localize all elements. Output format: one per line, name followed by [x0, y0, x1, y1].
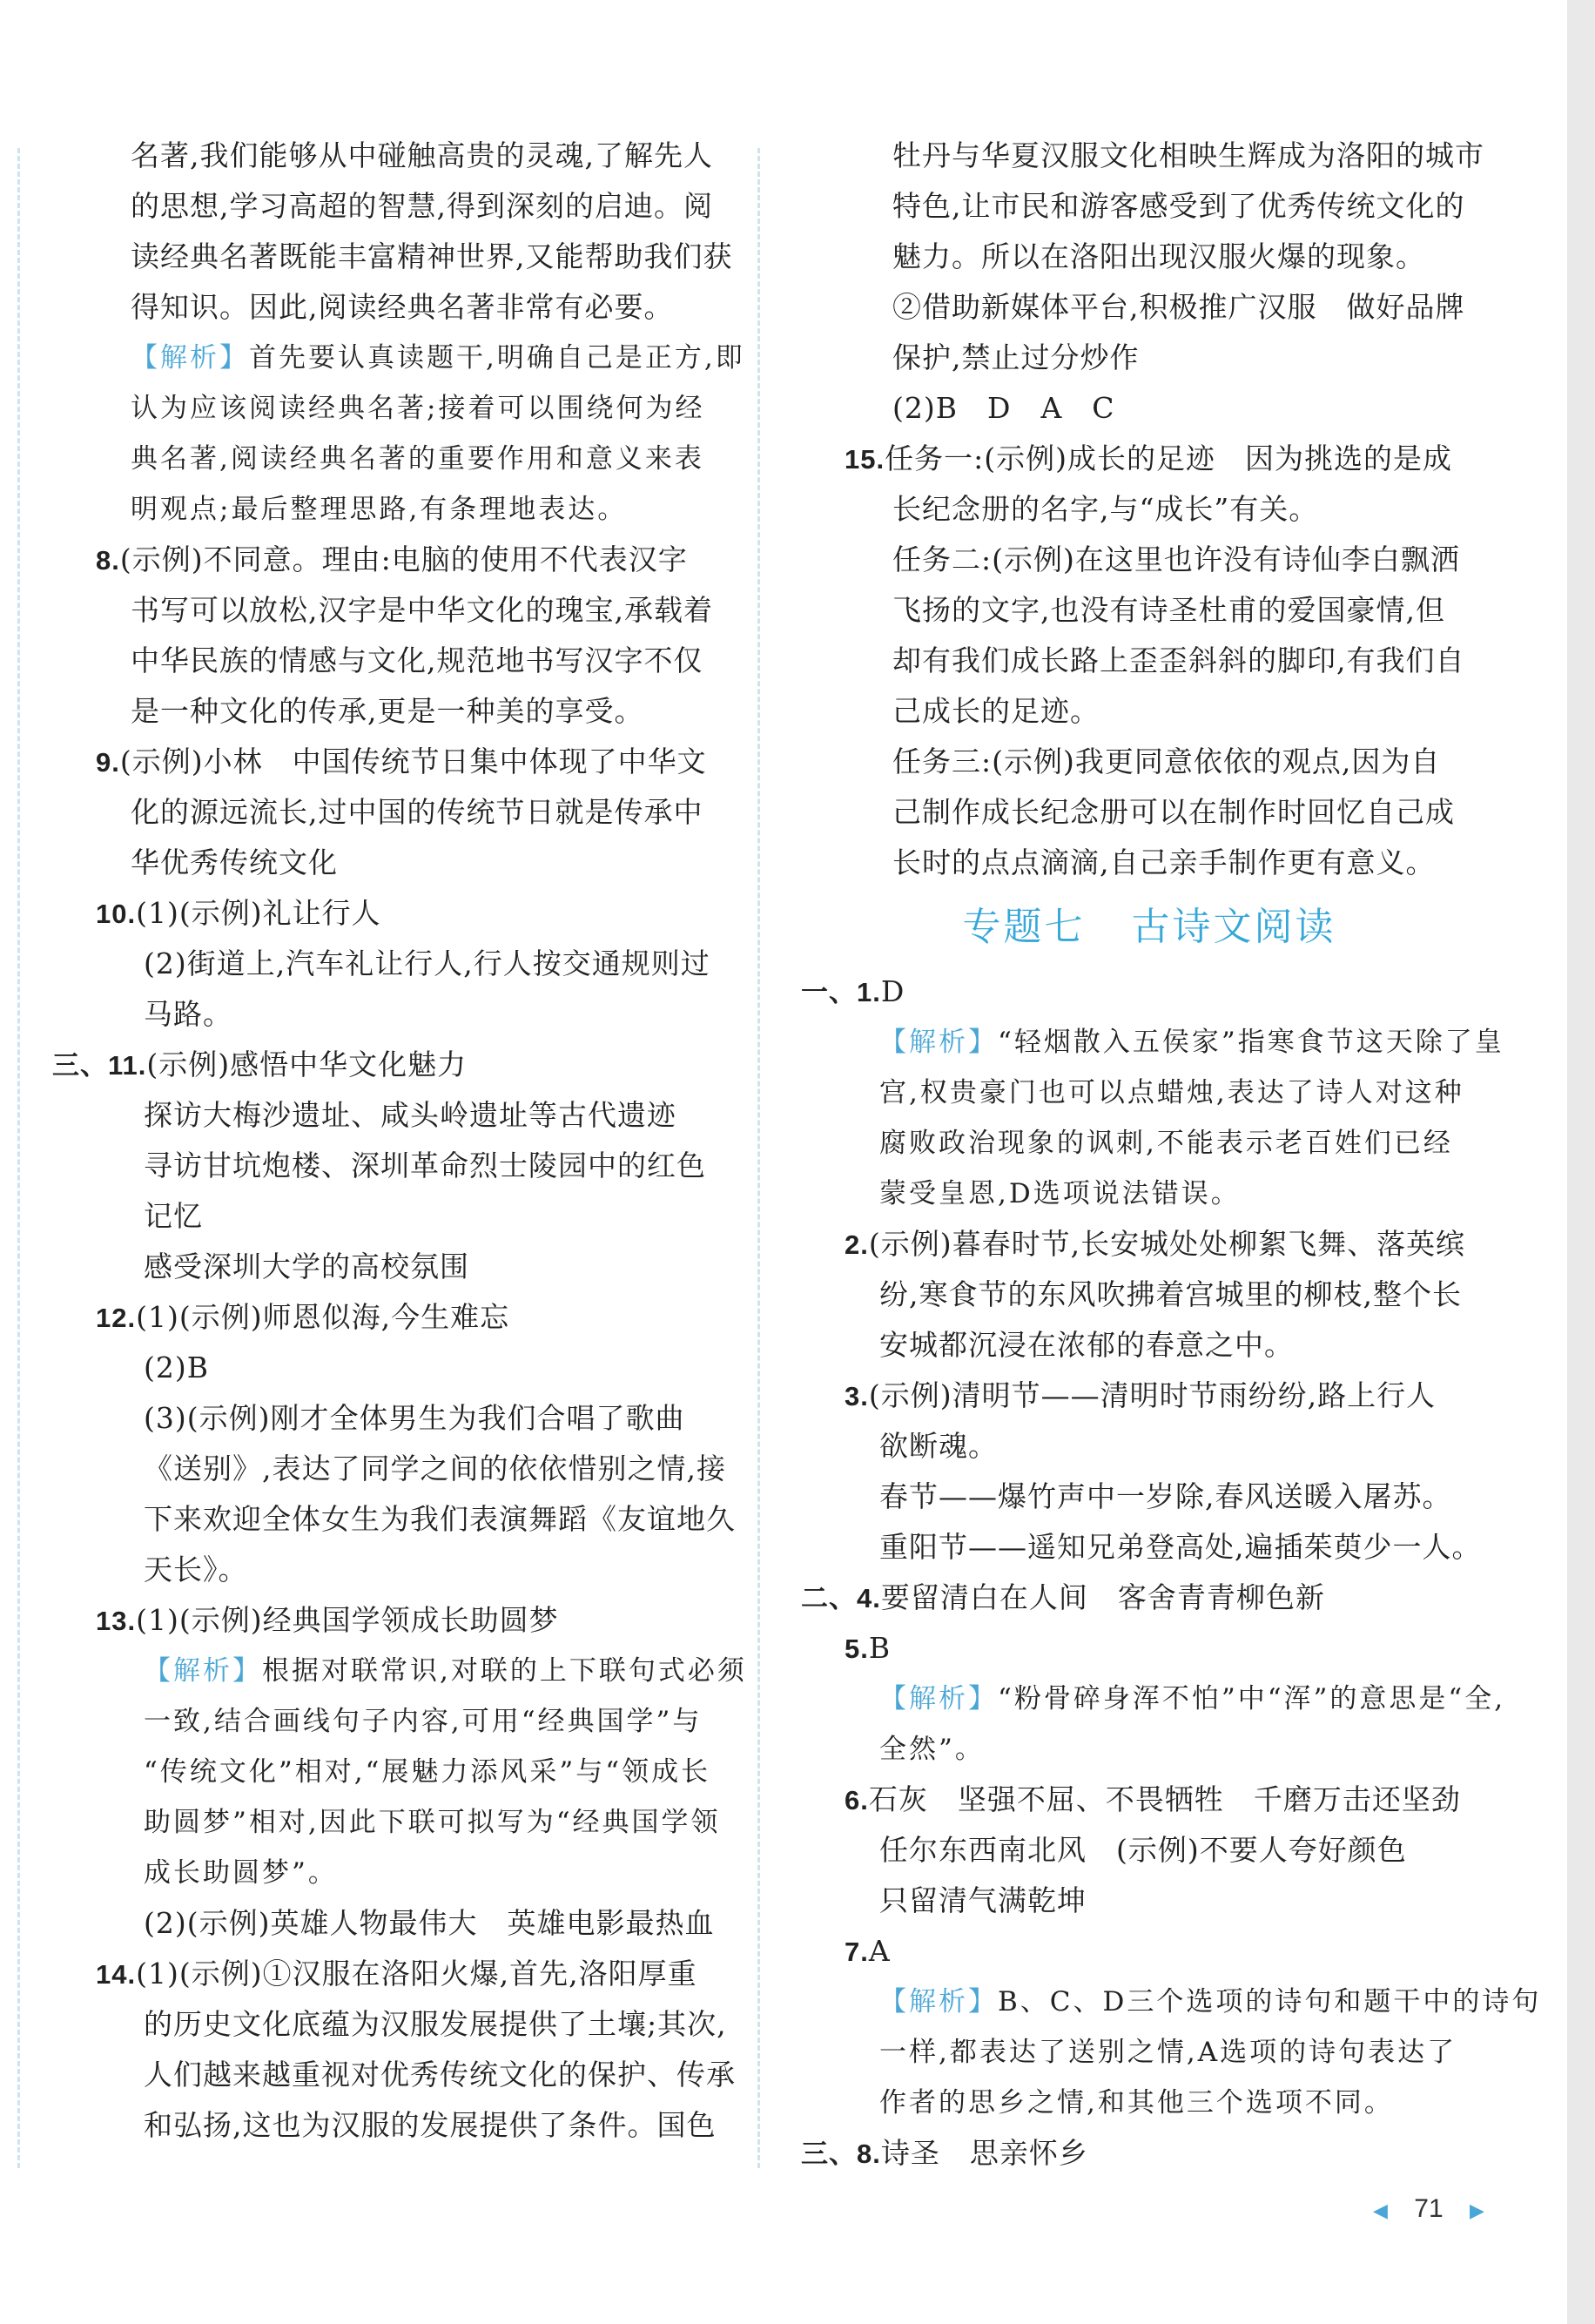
line-text: 感受深圳大学的高校氛围	[144, 1250, 469, 1283]
question-number: 三、11.	[52, 1050, 147, 1081]
line-text: 的历史文化底蕴为汉服发展提供了土壤;其次,	[144, 2007, 727, 2041]
text-line	[52, 1444, 749, 1494]
line-text: 任务三:(示例)我更同意依依的观点,因为自	[892, 744, 1441, 778]
line-text: 一致,结合画线句子内容,可用“经典国学”与	[144, 1706, 703, 1737]
line-text: (1)(示例)经典国学领成长助圆梦	[136, 1603, 559, 1637]
line-text: 腐败政治现象的讽刺,不能表示老百姓们已经	[879, 1128, 1453, 1159]
text-line	[52, 434, 749, 484]
prev-page-icon[interactable]: ◀	[1373, 2199, 1388, 2221]
text-line	[801, 1926, 1497, 1977]
line-text: “传统文化”相对,“展魅力添风采”与“领成长	[144, 1756, 711, 1788]
line-text: 和弘扬,这也为汉服的发展提供了条件。国色	[144, 2108, 717, 2142]
topic-title: 古诗文阅读	[1131, 905, 1336, 949]
analysis-tag: 【解析】	[144, 1655, 262, 1687]
text-line	[52, 989, 749, 1040]
line-text: (示例)小林 中国传统节日集中体现了中华文	[119, 744, 707, 778]
text-line	[801, 1977, 1542, 2027]
text-line	[801, 434, 1497, 484]
line-text: 己成长的足迹。	[892, 694, 1100, 728]
question-number: 10.	[96, 899, 137, 929]
text-line	[801, 1876, 1497, 1926]
text-line	[801, 1270, 1497, 1320]
topic-heading	[801, 888, 1497, 967]
text-line	[52, 1090, 749, 1141]
line-text: 助圆梦”相对,因此下联可拟写为“经典国学领	[144, 1807, 721, 1838]
text-line	[52, 1545, 749, 1595]
text-line	[52, 1747, 749, 1797]
text-line	[801, 484, 1497, 535]
line-text: (2)(示例)英雄人物最伟大 英雄电影最热血	[144, 1906, 715, 1940]
text-line	[801, 1219, 1497, 1270]
text-line	[52, 1494, 749, 1545]
text-line	[52, 1595, 749, 1646]
text-line	[52, 484, 749, 535]
line-text: (3)(示例)刚才全体男生为我们合唱了歌曲	[144, 1401, 685, 1435]
line-text: 要留清白在人间 客舍青青柳色新	[880, 1580, 1325, 1614]
text-line	[801, 1623, 1497, 1674]
left-margin-divider	[17, 148, 20, 2168]
line-text: 重阳节——遥知兄弟登高处,遍插茱萸少一人。	[879, 1530, 1482, 1564]
text-line	[801, 535, 1497, 585]
line-text: 典名著,阅读经典名著的重要作用和意义来表	[131, 443, 704, 475]
text-line	[52, 939, 749, 989]
line-text: 探访大梅沙遗址、咸头岭遗址等古代遗迹	[144, 1098, 676, 1132]
line-text: (1)(示例)礼让行人	[136, 896, 381, 930]
line-text: 飞扬的文字,也没有诗圣杜甫的爱国豪情,但	[892, 593, 1445, 627]
line-text: A	[868, 1934, 891, 1968]
line-text: 欲断魂。	[879, 1429, 998, 1463]
line-text: (1)(示例)①汉服在洛阳火爆,首先,洛阳厚重	[136, 1957, 697, 1991]
line-text: 春节——爆竹声中一岁除,春风送暖入屠苏。	[879, 1479, 1452, 1513]
question-number: 12.	[96, 1303, 137, 1333]
text-line	[801, 232, 1497, 282]
line-text: (2)B D A C	[892, 391, 1115, 425]
text-line	[801, 967, 1497, 1017]
text-line	[801, 737, 1497, 787]
page-number: 71	[1414, 2194, 1444, 2223]
line-text: 任务一:(示例)成长的足迹 因为挑选的是成	[885, 441, 1452, 475]
line-text: (示例)不同意。理由:电脑的使用不代表汉字	[119, 542, 688, 576]
text-line	[801, 282, 1497, 333]
line-text: 魅力。所以在洛阳出现汉服火爆的现象。	[892, 239, 1425, 273]
question-number: 二、4.	[801, 1583, 881, 1613]
line-text: 中华民族的情感与文化,规范地书写汉字不仅	[131, 643, 703, 677]
line-text: 长纪念册的名字,与“成长”有关。	[892, 492, 1319, 526]
text-line	[52, 535, 749, 585]
text-line	[52, 1141, 749, 1191]
line-text: 作者的思乡之情,和其他三个选项不同。	[879, 2087, 1394, 2119]
text-line	[801, 2128, 1497, 2179]
line-text: 首先要认真读题干,明确自己是正方,即	[249, 342, 745, 374]
question-number: 13.	[96, 1606, 137, 1636]
text-line	[52, 636, 749, 686]
line-text: 《送别》,表达了同学之间的依依惜别之情,接	[144, 1452, 726, 1485]
line-text: 天长》。	[144, 1553, 248, 1586]
text-line	[801, 1573, 1497, 1623]
text-line	[52, 1646, 749, 1696]
line-text: 石灰 坚强不屈、不畏牺牲 千磨万击还坚劲	[868, 1782, 1461, 1816]
text-line	[52, 1242, 749, 1292]
text-line	[52, 1949, 749, 1999]
text-line	[52, 333, 749, 383]
text-line	[52, 1343, 749, 1393]
text-line	[801, 2078, 1497, 2128]
text-line	[52, 1797, 749, 1848]
text-line	[801, 1472, 1497, 1522]
text-line	[801, 181, 1497, 232]
line-text: (1)(示例)师恩似海,今生难忘	[136, 1300, 510, 1334]
question-number: 6.	[845, 1785, 869, 1815]
question-number: 一、1.	[801, 977, 881, 1007]
text-line	[801, 585, 1497, 636]
text-line	[52, 1999, 749, 2050]
line-text: 根据对联常识,对联的上下联句式必须	[262, 1655, 747, 1687]
text-line	[52, 2050, 749, 2100]
text-line	[801, 686, 1497, 737]
line-text: (2)街道上,汽车礼让行人,行人按交通规则过	[144, 946, 710, 980]
question-number: 9.	[96, 747, 120, 778]
right-bottom-block	[801, 967, 1542, 2179]
line-text: 安城都沉浸在浓郁的春意之中。	[879, 1328, 1294, 1362]
analysis-tag: 【解析】	[879, 1986, 998, 2018]
text-line	[801, 1825, 1497, 1876]
text-line	[52, 888, 749, 939]
question-number: 8.	[96, 545, 120, 576]
text-line	[801, 1320, 1497, 1371]
question-number: 15.	[845, 444, 885, 475]
text-line	[801, 1674, 1506, 1724]
text-line	[801, 383, 1497, 434]
text-line	[52, 1040, 749, 1090]
text-line	[52, 282, 749, 333]
line-text: 却有我们成长路上歪歪斜斜的脚印,有我们自	[892, 643, 1465, 677]
line-text: “粉骨碎身浑不怕”中“浑”的意思是“全,	[998, 1683, 1506, 1714]
line-text: 人们越来越重视对优秀传统文化的保护、传承	[144, 2058, 736, 2092]
topic-number: 专题七	[962, 905, 1086, 949]
right-column	[801, 131, 1542, 2179]
line-text: 蒙受皇恩,D选项说法错误。	[879, 1178, 1241, 1209]
text-line	[52, 1898, 749, 1949]
line-text: 只留清气满乾坤	[879, 1883, 1087, 1917]
text-line	[52, 686, 749, 737]
text-line	[801, 1522, 1497, 1573]
text-line	[801, 1775, 1497, 1825]
line-text: 纷,寒食节的东风吹拂着宫城里的柳枝,整个长	[879, 1277, 1462, 1311]
line-text: ②借助新媒体平台,积极推广汉服 做好品牌	[892, 290, 1465, 324]
center-divider	[757, 148, 760, 2168]
text-line	[801, 1017, 1504, 1068]
line-text: 的思想,学习高超的智慧,得到深刻的启迪。阅	[131, 189, 713, 223]
text-line	[52, 585, 749, 636]
left-column	[52, 131, 749, 2151]
text-line	[52, 1191, 749, 1242]
line-text: 全然”。	[879, 1734, 985, 1765]
next-page-icon[interactable]: ▶	[1469, 2199, 1484, 2221]
line-text: B	[868, 1631, 892, 1665]
text-line	[52, 181, 749, 232]
text-line	[801, 1421, 1497, 1472]
line-text: 诗圣 思亲怀乡	[880, 2136, 1088, 2170]
question-number: 3.	[845, 1381, 869, 1411]
text-line	[801, 131, 1497, 181]
line-text: 己制作成长纪念册可以在制作时回忆自己成	[892, 795, 1455, 829]
line-text: 任尔东西南北风 (示例)不要人夸好颜色	[879, 1833, 1407, 1867]
line-text: (示例)暮春时节,长安城处处柳絮飞舞、落英缤	[868, 1227, 1466, 1261]
line-text: 化的源远流长,过中国的传统节日就是传承中	[131, 795, 703, 829]
text-line	[52, 787, 749, 838]
line-text: 保护,禁止过分炒作	[892, 340, 1140, 374]
text-line	[801, 1068, 1497, 1118]
line-text: “轻烟散入五侯家”指寒食节这天除了皇	[998, 1027, 1504, 1058]
line-text: 成长助圆梦”。	[144, 1857, 338, 1889]
line-text: 记忆	[144, 1199, 203, 1233]
line-text: D	[880, 974, 905, 1008]
page-navigation	[1354, 2194, 1504, 2224]
line-text: 寻访甘坑炮楼、深圳革命烈士陵园中的红色	[144, 1149, 706, 1182]
text-line	[801, 1169, 1497, 1219]
line-text: 下来欢迎全体女生为我们表演舞蹈《友谊地久	[144, 1502, 736, 1536]
text-line	[801, 1118, 1497, 1169]
question-number: 2.	[845, 1229, 869, 1260]
line-text: 认为应该阅读经典名著;接着可以围绕何为经	[131, 393, 705, 424]
text-line	[52, 232, 749, 282]
text-line	[52, 1848, 749, 1898]
line-text: 特色,让市民和游客感受到了优秀传统文化的	[892, 189, 1465, 223]
analysis-tag: 【解析】	[879, 1027, 998, 1058]
text-line	[801, 838, 1497, 888]
text-line	[801, 1724, 1497, 1775]
question-number: 14.	[96, 1959, 137, 1990]
line-text: 明观点;最后整理思路,有条理地表达。	[131, 494, 628, 525]
line-text: 宫,权贵豪门也可以点蜡烛,表达了诗人对这种	[879, 1077, 1464, 1108]
line-text: (2)B	[144, 1351, 209, 1384]
text-line	[52, 1292, 749, 1343]
text-line	[52, 737, 749, 787]
text-line	[52, 131, 749, 181]
line-text: 读经典名著既能丰富精神世界,又能帮助我们获	[131, 239, 733, 273]
text-line	[801, 1371, 1497, 1421]
question-number: 5.	[845, 1634, 869, 1664]
line-text: 任务二:(示例)在这里也许没有诗仙李白飘洒	[892, 542, 1460, 576]
line-text: 名著,我们能够从中碰触高贵的灵魂,了解先人	[131, 138, 713, 172]
line-text: 得知识。因此,阅读经典名著非常有必要。	[131, 290, 674, 324]
analysis-tag: 【解析】	[879, 1683, 998, 1714]
line-text: 马路。	[144, 997, 232, 1031]
line-text: 书写可以放松,汉字是中华文化的瑰宝,承载着	[131, 593, 713, 627]
line-text: 一样,都表达了送别之情,A选项的诗句表达了	[879, 2037, 1457, 2068]
text-line	[52, 1696, 749, 1747]
text-line	[52, 838, 749, 888]
right-top-block	[801, 131, 1497, 888]
text-line	[801, 333, 1497, 383]
text-line	[801, 787, 1497, 838]
question-number: 7.	[845, 1937, 869, 1967]
line-text: 牡丹与华夏汉服文化相映生辉成为洛阳的城市	[892, 138, 1484, 172]
line-text: 是一种文化的传承,更是一种美的享受。	[131, 694, 644, 728]
text-line	[801, 636, 1497, 686]
line-text: (示例)感悟中华文化魅力	[146, 1047, 468, 1081]
question-number: 三、8.	[801, 2139, 881, 2169]
text-line	[52, 1393, 749, 1444]
line-text: (示例)清明节——清明时节雨纷纷,路上行人	[868, 1378, 1437, 1412]
text-line	[801, 2027, 1497, 2078]
line-text: B、C、D三个选项的诗句和题干中的诗句	[998, 1986, 1542, 2018]
line-text: 长时的点点滴滴,自己亲手制作更有意义。	[892, 845, 1436, 879]
text-line	[52, 383, 749, 434]
analysis-tag: 【解析】	[131, 342, 249, 374]
text-line	[52, 2100, 749, 2151]
line-text: 华优秀传统文化	[131, 845, 338, 879]
